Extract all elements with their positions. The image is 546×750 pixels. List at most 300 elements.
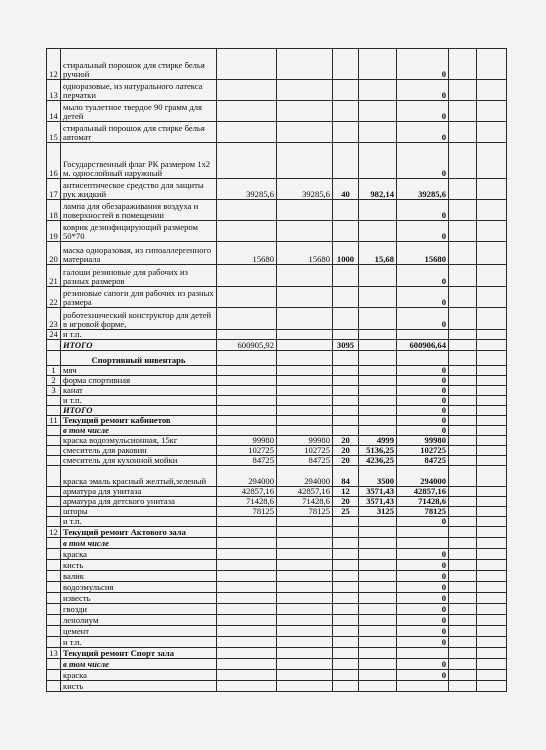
empty-cell — [477, 549, 507, 560]
quantity-cell — [333, 659, 359, 670]
empty-cell — [477, 527, 507, 538]
table-row — [47, 200, 507, 221]
amount-cell — [217, 637, 277, 648]
empty-cell — [477, 376, 507, 386]
empty-cell — [477, 604, 507, 615]
table-row — [47, 538, 507, 549]
row-number-cell: 12 — [47, 49, 61, 80]
empty-cell — [477, 179, 507, 200]
quantity-cell — [333, 200, 359, 221]
quantity-cell: 25 — [333, 507, 359, 517]
item-name-cell: краска — [61, 670, 217, 681]
item-name-cell: краска водоэмульсионная, 15кг — [61, 436, 217, 446]
quantity-cell — [333, 648, 359, 659]
total-cell: 42857,16 — [397, 487, 449, 497]
amount-spent-cell — [277, 416, 333, 426]
document-sheet — [46, 48, 506, 692]
quantity-cell: 20 — [333, 497, 359, 507]
total-cell: 0 — [397, 366, 449, 376]
amount-cell — [217, 549, 277, 560]
total-cell: 0 — [397, 517, 449, 527]
amount-spent-cell — [277, 571, 333, 582]
quantity-cell — [333, 396, 359, 406]
unit-price-cell: 3571,43 — [359, 497, 397, 507]
unit-price-cell — [359, 527, 397, 538]
empty-cell — [477, 507, 507, 517]
unit-price-cell — [359, 426, 397, 436]
unit-price-cell — [359, 366, 397, 376]
unit-price-cell — [359, 351, 397, 366]
unit-price-cell — [359, 265, 397, 287]
table-row — [47, 487, 507, 497]
amount-cell — [217, 287, 277, 308]
table-row — [47, 446, 507, 456]
table-row — [47, 242, 507, 265]
quantity-cell — [333, 416, 359, 426]
empty-cell — [477, 593, 507, 604]
table-row — [47, 560, 507, 571]
amount-spent-cell — [277, 49, 333, 80]
total-cell: 0 — [397, 308, 449, 330]
empty-cell — [477, 200, 507, 221]
table-row — [47, 456, 507, 466]
amount-spent-cell — [277, 143, 333, 179]
quantity-cell: 3095 — [333, 340, 359, 351]
amount-spent-cell — [277, 560, 333, 571]
row-number-cell — [47, 340, 61, 351]
table-row — [47, 626, 507, 637]
total-cell: 0 — [397, 376, 449, 386]
amount-spent-cell — [277, 604, 333, 615]
table-row — [47, 527, 507, 538]
unit-price-cell — [359, 386, 397, 396]
amount-spent-cell — [277, 340, 333, 351]
item-name-cell: ленолиум — [61, 615, 217, 626]
item-name-cell: арматура для унитаза — [61, 487, 217, 497]
amount-cell: 102725 — [217, 446, 277, 456]
row-number-cell — [47, 517, 61, 527]
quantity-cell — [333, 287, 359, 308]
amount-spent-cell — [277, 351, 333, 366]
empty-cell — [477, 615, 507, 626]
table-row — [47, 416, 507, 426]
empty-cell — [449, 593, 477, 604]
table-row — [47, 179, 507, 200]
row-number-cell — [47, 659, 61, 670]
budget-table — [46, 48, 507, 692]
amount-cell — [217, 122, 277, 143]
amount-spent-cell — [277, 221, 333, 242]
total-cell: 0 — [397, 122, 449, 143]
empty-cell — [477, 416, 507, 426]
table-row — [47, 637, 507, 648]
item-name-cell: мыло туалетное твердое 90 грамм для детей — [61, 101, 217, 122]
amount-cell — [217, 330, 277, 340]
unit-price-cell — [359, 637, 397, 648]
empty-cell — [477, 386, 507, 396]
quantity-cell — [333, 538, 359, 549]
amount-spent-cell — [277, 287, 333, 308]
row-number-cell: 13 — [47, 648, 61, 659]
item-name-cell: известь — [61, 593, 217, 604]
empty-cell — [477, 560, 507, 571]
unit-price-cell — [359, 670, 397, 681]
unit-price-cell — [359, 626, 397, 637]
unit-price-cell — [359, 200, 397, 221]
total-cell: 0 — [397, 571, 449, 582]
empty-cell — [449, 351, 477, 366]
table-row — [47, 604, 507, 615]
empty-cell — [449, 340, 477, 351]
row-number-cell — [47, 626, 61, 637]
quantity-cell — [333, 593, 359, 604]
row-number-cell: 22 — [47, 287, 61, 308]
empty-cell — [449, 330, 477, 340]
total-cell: 0 — [397, 626, 449, 637]
unit-price-cell: 3500 — [359, 466, 397, 487]
amount-spent-cell — [277, 376, 333, 386]
table-row — [47, 670, 507, 681]
item-name-cell: лампа для обезараживания воздуха и поверхностей в помещении — [61, 200, 217, 221]
total-cell — [397, 648, 449, 659]
empty-cell — [449, 497, 477, 507]
total-cell: 0 — [397, 80, 449, 101]
amount-spent-cell — [277, 308, 333, 330]
table-row — [47, 101, 507, 122]
amount-spent-cell: 99980 — [277, 436, 333, 446]
unit-price-cell: 4236,25 — [359, 456, 397, 466]
empty-cell — [449, 446, 477, 456]
amount-cell — [217, 200, 277, 221]
row-number-cell — [47, 670, 61, 681]
total-cell — [397, 681, 449, 692]
unit-price-cell: 5136,25 — [359, 446, 397, 456]
amount-cell — [217, 101, 277, 122]
quantity-cell — [333, 626, 359, 637]
quantity-cell: 1000 — [333, 242, 359, 265]
table-row — [47, 287, 507, 308]
quantity-cell: 40 — [333, 179, 359, 200]
unit-price-cell: 982,14 — [359, 179, 397, 200]
total-cell: 0 — [397, 426, 449, 436]
item-name-cell: смеситель для кухонной мойки — [61, 456, 217, 466]
amount-cell — [217, 351, 277, 366]
table-row — [47, 426, 507, 436]
empty-cell — [477, 497, 507, 507]
empty-cell — [477, 49, 507, 80]
item-name-cell: ИТОГО — [61, 406, 217, 416]
table-row — [47, 582, 507, 593]
total-cell: 0 — [397, 200, 449, 221]
table-row — [47, 659, 507, 670]
unit-price-cell — [359, 416, 397, 426]
item-name-cell: и т.п. — [61, 396, 217, 406]
unit-price-cell — [359, 582, 397, 593]
amount-spent-cell: 84725 — [277, 456, 333, 466]
quantity-cell — [333, 351, 359, 366]
total-cell: 0 — [397, 615, 449, 626]
amount-cell — [217, 80, 277, 101]
amount-spent-cell — [277, 386, 333, 396]
row-number-cell: 2 — [47, 376, 61, 386]
item-name-cell: одноразовые, из натурального латекса перчатки — [61, 80, 217, 101]
row-number-cell — [47, 604, 61, 615]
unit-price-cell — [359, 49, 397, 80]
unit-price-cell — [359, 648, 397, 659]
amount-cell — [217, 426, 277, 436]
total-cell: 600906,64 — [397, 340, 449, 351]
item-name-cell: маска одноразовая, из гипоаллергенного материала — [61, 242, 217, 265]
amount-cell — [217, 560, 277, 571]
item-name-cell: в том числе — [61, 538, 217, 549]
amount-spent-cell: 102725 — [277, 446, 333, 456]
unit-price-cell — [359, 560, 397, 571]
row-number-cell: 18 — [47, 200, 61, 221]
empty-cell — [477, 436, 507, 446]
empty-cell — [449, 670, 477, 681]
item-name-cell: резиновые сапоги для рабочих из разных размера — [61, 287, 217, 308]
table-row — [47, 615, 507, 626]
amount-cell — [217, 670, 277, 681]
amount-cell — [217, 604, 277, 615]
item-name-cell: ИТОГО — [61, 340, 217, 351]
amount-cell: 84725 — [217, 456, 277, 466]
quantity-cell — [333, 265, 359, 287]
empty-cell — [449, 366, 477, 376]
item-name-cell: арматура для детского унитаза — [61, 497, 217, 507]
empty-cell — [477, 308, 507, 330]
quantity-cell — [333, 101, 359, 122]
amount-cell: 294000 — [217, 466, 277, 487]
table-row — [47, 549, 507, 560]
empty-cell — [449, 376, 477, 386]
quantity-cell — [333, 221, 359, 242]
unit-price-cell — [359, 681, 397, 692]
quantity-cell — [333, 330, 359, 340]
unit-price-cell — [359, 340, 397, 351]
row-number-cell — [47, 487, 61, 497]
amount-spent-cell: 15680 — [277, 242, 333, 265]
row-number-cell — [47, 456, 61, 466]
empty-cell — [477, 648, 507, 659]
total-cell: 0 — [397, 582, 449, 593]
total-cell: 0 — [397, 549, 449, 560]
quantity-cell — [333, 615, 359, 626]
empty-cell — [477, 487, 507, 497]
amount-cell: 42857,16 — [217, 487, 277, 497]
row-number-cell — [47, 426, 61, 436]
empty-cell — [449, 549, 477, 560]
empty-cell — [449, 626, 477, 637]
total-cell: 0 — [397, 670, 449, 681]
total-cell: 0 — [397, 287, 449, 308]
empty-cell — [449, 386, 477, 396]
unit-price-cell — [359, 593, 397, 604]
empty-cell — [477, 681, 507, 692]
empty-cell — [449, 456, 477, 466]
quantity-cell — [333, 582, 359, 593]
amount-spent-cell — [277, 200, 333, 221]
empty-cell — [477, 626, 507, 637]
empty-cell — [449, 122, 477, 143]
quantity-cell: 84 — [333, 466, 359, 487]
empty-cell — [477, 446, 507, 456]
quantity-cell — [333, 366, 359, 376]
table-row — [47, 396, 507, 406]
empty-cell — [449, 466, 477, 487]
row-number-cell: 3 — [47, 386, 61, 396]
quantity-cell — [333, 604, 359, 615]
item-name-cell: краска — [61, 549, 217, 560]
empty-cell — [477, 456, 507, 466]
quantity-cell — [333, 637, 359, 648]
unit-price-cell — [359, 571, 397, 582]
table-body — [47, 49, 507, 692]
amount-cell — [217, 221, 277, 242]
unit-price-cell — [359, 143, 397, 179]
empty-cell — [449, 179, 477, 200]
table-row — [47, 221, 507, 242]
amount-spent-cell — [277, 527, 333, 538]
table-row — [47, 593, 507, 604]
row-number-cell — [47, 497, 61, 507]
row-number-cell — [47, 582, 61, 593]
amount-cell — [217, 626, 277, 637]
item-name-cell: Спортивный инвентарь — [61, 351, 217, 366]
empty-cell — [477, 637, 507, 648]
quantity-cell — [333, 386, 359, 396]
empty-cell — [477, 340, 507, 351]
empty-cell — [449, 436, 477, 446]
empty-cell — [477, 538, 507, 549]
quantity-cell: 20 — [333, 456, 359, 466]
empty-cell — [449, 287, 477, 308]
amount-cell: 78125 — [217, 507, 277, 517]
unit-price-cell — [359, 101, 397, 122]
empty-cell — [449, 527, 477, 538]
table-row — [47, 517, 507, 527]
table-row — [47, 466, 507, 487]
item-name-cell: стиральный порошок для стирке белья ручной — [61, 49, 217, 80]
unit-price-cell — [359, 615, 397, 626]
total-cell: 0 — [397, 659, 449, 670]
amount-spent-cell — [277, 593, 333, 604]
empty-cell — [449, 426, 477, 436]
empty-cell — [449, 604, 477, 615]
empty-cell — [449, 517, 477, 527]
unit-price-cell — [359, 330, 397, 340]
empty-cell — [477, 330, 507, 340]
item-name-cell: цемент — [61, 626, 217, 637]
empty-cell — [477, 659, 507, 670]
quantity-cell — [333, 670, 359, 681]
amount-spent-cell: 78125 — [277, 507, 333, 517]
quantity-cell — [333, 49, 359, 80]
total-cell: 0 — [397, 101, 449, 122]
amount-cell — [217, 265, 277, 287]
total-cell: 102725 — [397, 446, 449, 456]
table-row — [47, 376, 507, 386]
item-name-cell: и т.п. — [61, 517, 217, 527]
unit-price-cell — [359, 396, 397, 406]
quantity-cell: 12 — [333, 487, 359, 497]
total-cell: 84725 — [397, 456, 449, 466]
table-row — [47, 436, 507, 446]
amount-cell — [217, 659, 277, 670]
row-number-cell — [47, 507, 61, 517]
unit-price-cell — [359, 376, 397, 386]
amount-cell — [217, 143, 277, 179]
table-row — [47, 351, 507, 366]
row-number-cell — [47, 406, 61, 416]
amount-cell — [217, 571, 277, 582]
row-number-cell — [47, 396, 61, 406]
row-number-cell: 12 — [47, 527, 61, 538]
row-number-cell — [47, 436, 61, 446]
quantity-cell — [333, 517, 359, 527]
empty-cell — [477, 287, 507, 308]
unit-price-cell: 3571,43 — [359, 487, 397, 497]
amount-spent-cell — [277, 648, 333, 659]
amount-spent-cell — [277, 122, 333, 143]
empty-cell — [477, 426, 507, 436]
total-cell: 0 — [397, 637, 449, 648]
unit-price-cell — [359, 221, 397, 242]
empty-cell — [477, 582, 507, 593]
empty-cell — [449, 200, 477, 221]
unit-price-cell — [359, 406, 397, 416]
table-row — [47, 308, 507, 330]
empty-cell — [477, 466, 507, 487]
item-name-cell: краска эмаль красный желтый,зеленый — [61, 466, 217, 487]
item-name-cell: гвозди — [61, 604, 217, 615]
amount-cell — [217, 386, 277, 396]
amount-cell — [217, 681, 277, 692]
total-cell: 99980 — [397, 436, 449, 446]
table-row — [47, 49, 507, 80]
total-cell: 0 — [397, 386, 449, 396]
empty-cell — [449, 308, 477, 330]
amount-cell: 99980 — [217, 436, 277, 446]
row-number-cell: 19 — [47, 221, 61, 242]
table-row — [47, 386, 507, 396]
table-row — [47, 143, 507, 179]
row-number-cell — [47, 549, 61, 560]
amount-cell: 71428,6 — [217, 497, 277, 507]
row-number-cell — [47, 466, 61, 487]
total-cell: 294000 — [397, 466, 449, 487]
table-row — [47, 265, 507, 287]
item-name-cell: Текущий ремонт Спорт зала — [61, 648, 217, 659]
item-name-cell: и т.п. — [61, 637, 217, 648]
row-number-cell — [47, 351, 61, 366]
amount-cell — [217, 527, 277, 538]
amount-cell — [217, 582, 277, 593]
total-cell: 0 — [397, 406, 449, 416]
empty-cell — [449, 615, 477, 626]
quantity-cell: 20 — [333, 446, 359, 456]
amount-spent-cell — [277, 659, 333, 670]
empty-cell — [477, 366, 507, 376]
amount-spent-cell — [277, 80, 333, 101]
table-row — [47, 406, 507, 416]
quantity-cell — [333, 143, 359, 179]
item-name-cell: галоши резиновые для рабочих из разных размеров — [61, 265, 217, 287]
quantity-cell — [333, 308, 359, 330]
item-name-cell: в том числе — [61, 659, 217, 670]
row-number-cell — [47, 615, 61, 626]
empty-cell — [449, 396, 477, 406]
